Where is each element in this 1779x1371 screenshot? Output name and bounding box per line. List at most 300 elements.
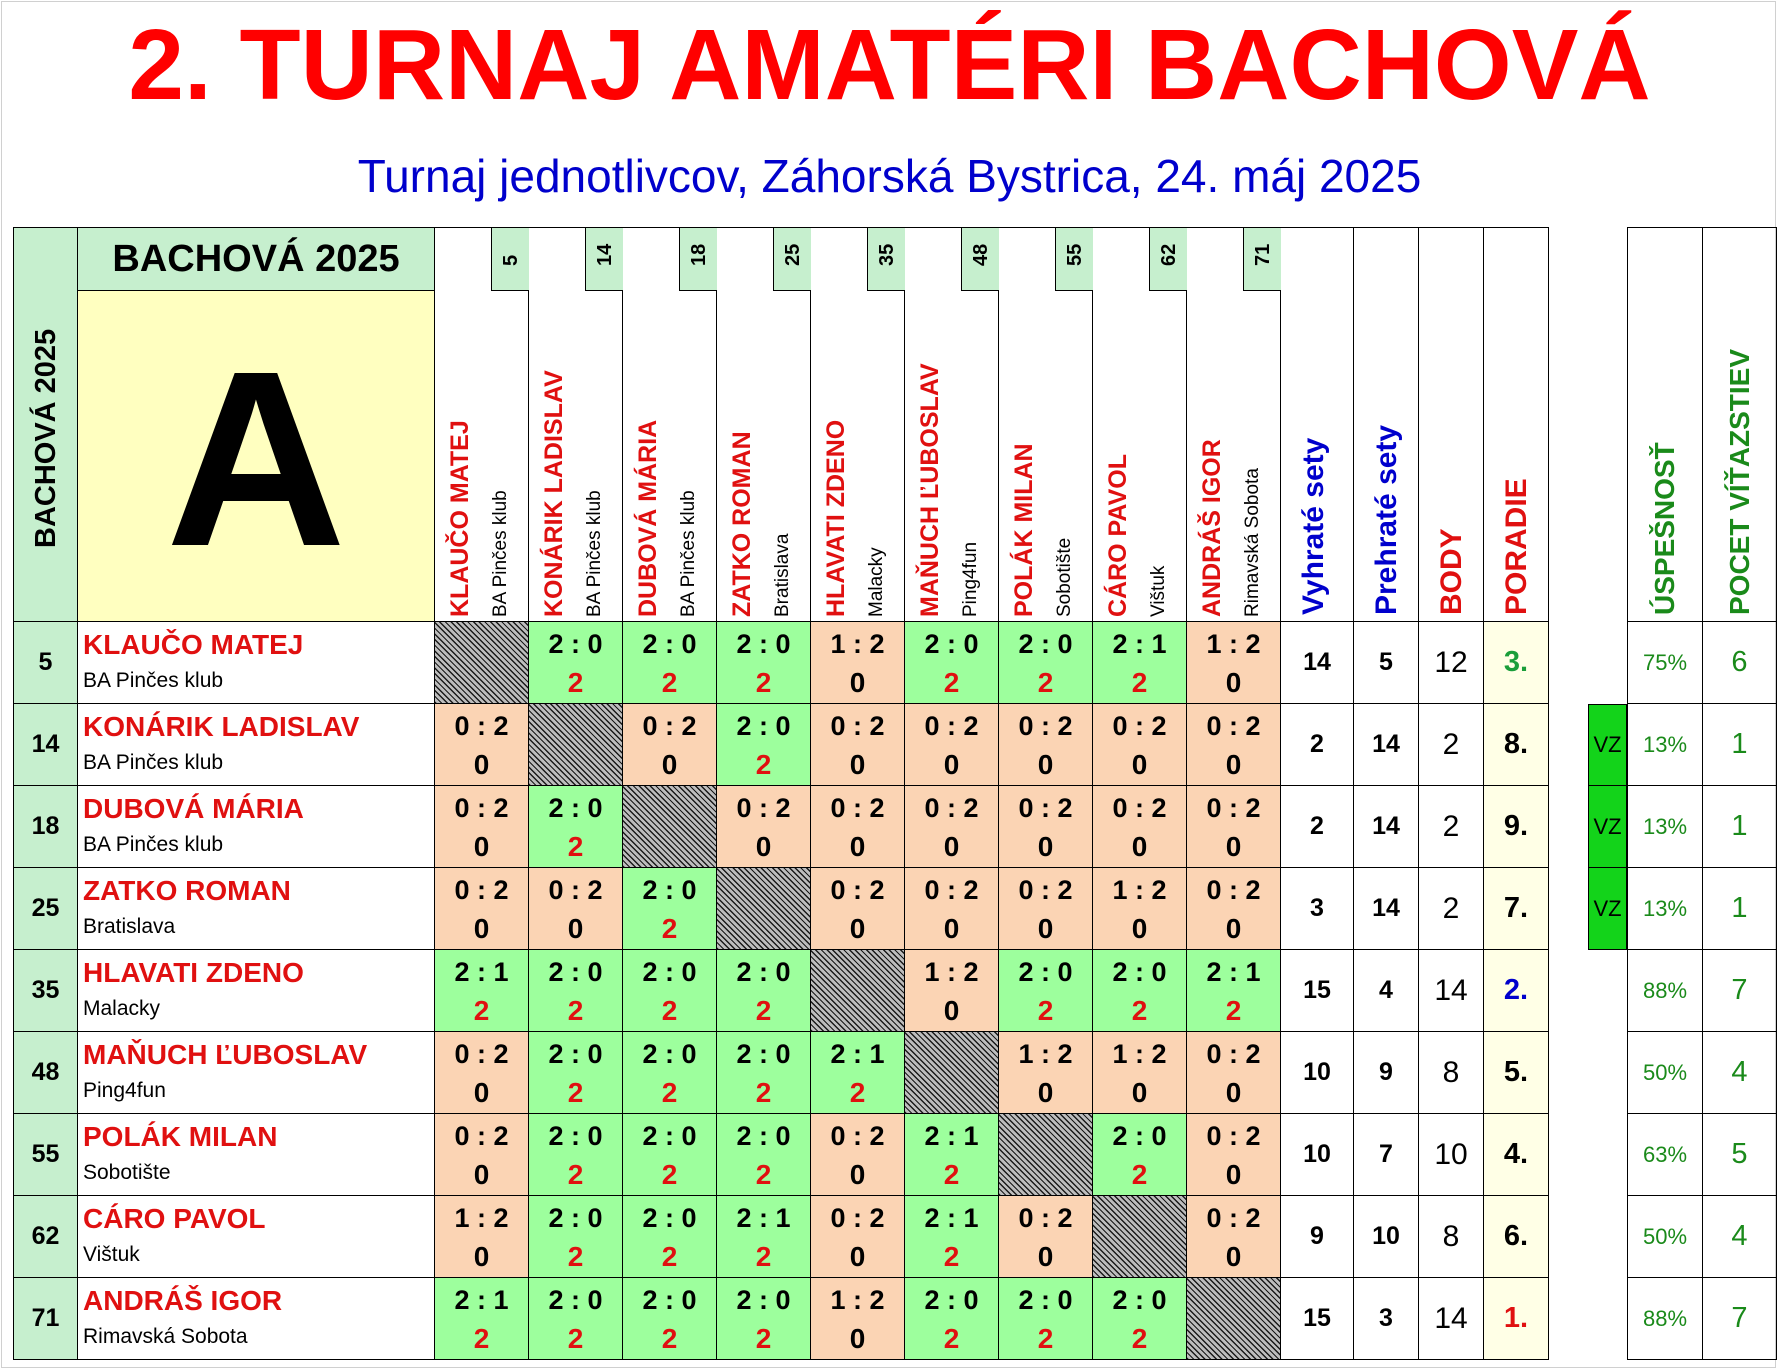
match-points: 2 <box>755 667 772 698</box>
match-cell <box>529 950 623 1032</box>
row-number-cell <box>13 1114 78 1196</box>
match-cell <box>811 622 905 704</box>
match-cell <box>435 1196 529 1278</box>
match-score: 0 : 2 <box>454 875 509 905</box>
success-cell <box>1627 868 1703 950</box>
match-score: 2 : 0 <box>642 957 697 987</box>
match-score: 1 : 2 <box>830 1285 885 1315</box>
row-number-cell <box>13 1196 78 1278</box>
match-cell <box>999 868 1093 950</box>
match-cell <box>1093 1114 1187 1196</box>
match-points: 0 <box>1131 831 1148 862</box>
column-number-box <box>1149 228 1187 291</box>
match-cell <box>529 1114 623 1196</box>
column-header-5 <box>435 227 529 622</box>
match-points: 0 <box>943 913 960 944</box>
match-cell <box>1093 622 1187 704</box>
match-score: 0 : 2 <box>736 793 791 823</box>
vz-cell <box>1588 868 1627 950</box>
stat-header-0 <box>1281 227 1354 622</box>
stat-cell-lost <box>1354 950 1419 1032</box>
match-score: 0 : 2 <box>1206 1039 1261 1069</box>
match-cell <box>717 1032 811 1114</box>
stat-cell-won <box>1281 1114 1354 1196</box>
column-club: BA Pinčes klub <box>490 490 511 617</box>
row-player-name: HLAVATI ZDENO <box>83 957 304 988</box>
stat-points: 14 <box>1434 973 1468 1007</box>
wins-cell <box>1703 1114 1777 1196</box>
stat-cell-points <box>1419 868 1484 950</box>
stat-cell-won <box>1281 868 1354 950</box>
stat-won: 14 <box>1303 648 1331 676</box>
wins-cell <box>1703 1032 1777 1114</box>
match-points: 2 <box>1037 667 1054 698</box>
stat-cell-rank <box>1484 786 1549 868</box>
stat-cell-lost <box>1354 704 1419 786</box>
column-club: Ping4fun <box>960 541 981 617</box>
row-number: 55 <box>31 1140 60 1168</box>
stat-rank: 5. <box>1503 1056 1529 1088</box>
match-cell <box>811 1114 905 1196</box>
row-number-cell <box>13 786 78 868</box>
stat-cell-lost <box>1354 786 1419 868</box>
match-points: 2 <box>661 667 678 698</box>
wins-value: 7 <box>1731 1302 1748 1334</box>
column-header-25 <box>717 227 811 622</box>
match-score: 0 : 2 <box>548 875 603 905</box>
match-points: 0 <box>473 1077 490 1108</box>
match-score: 2 : 0 <box>736 1285 791 1315</box>
stat-cell-won <box>1281 1032 1354 1114</box>
self-match-cell <box>905 1032 999 1114</box>
match-score: 2 : 0 <box>1112 957 1167 987</box>
wins-cell <box>1703 786 1777 868</box>
match-score: 2 : 0 <box>736 711 791 741</box>
match-cell <box>1093 1032 1187 1114</box>
match-score: 0 : 2 <box>830 793 885 823</box>
match-score: 0 : 2 <box>830 875 885 905</box>
stat-points: 2 <box>1442 809 1460 843</box>
row-player-cell <box>78 622 435 704</box>
wins-value: 6 <box>1731 646 1748 678</box>
match-cell <box>435 786 529 868</box>
match-points: 0 <box>1225 749 1242 780</box>
match-cell <box>999 622 1093 704</box>
column-number-box <box>773 228 811 291</box>
match-points: 0 <box>473 831 490 862</box>
match-cell <box>1093 704 1187 786</box>
match-points: 0 <box>1225 1077 1242 1108</box>
column-number: 71 <box>1252 243 1274 266</box>
row-number: 25 <box>31 894 60 922</box>
match-points: 2 <box>755 749 772 780</box>
stat-points: 2 <box>1442 727 1460 761</box>
match-cell <box>1093 1278 1187 1360</box>
match-points: 2 <box>1131 1159 1148 1190</box>
row-number: 35 <box>31 976 60 1004</box>
match-score: 2 : 0 <box>736 1121 791 1151</box>
column-header-71 <box>1187 227 1281 622</box>
success-value: 88% <box>1642 1305 1688 1331</box>
match-score: 2 : 1 <box>830 1039 885 1069</box>
success-cell <box>1627 1196 1703 1278</box>
stat-cell-won <box>1281 1196 1354 1278</box>
column-club: Sobotište <box>1054 537 1075 617</box>
wins-cell <box>1703 1196 1777 1278</box>
match-points: 0 <box>1225 1241 1242 1272</box>
column-club: Rimavská Sobota <box>1242 468 1263 617</box>
stat-header-1 <box>1354 227 1419 622</box>
wins-value: 7 <box>1731 974 1748 1006</box>
match-score: 1 : 2 <box>454 1203 509 1233</box>
match-cell <box>811 704 905 786</box>
success-value: 13% <box>1642 731 1688 757</box>
match-cell <box>435 704 529 786</box>
match-points: 2 <box>473 1323 490 1354</box>
match-points: 0 <box>567 913 584 944</box>
row-number: 62 <box>31 1222 60 1250</box>
match-score: 0 : 2 <box>1018 1203 1073 1233</box>
match-points: 0 <box>1037 749 1054 780</box>
match-score: 2 : 0 <box>1018 629 1073 659</box>
match-score: 0 : 2 <box>1206 793 1261 823</box>
match-points: 2 <box>661 1241 678 1272</box>
column-header-14 <box>529 227 623 622</box>
match-cell <box>435 950 529 1032</box>
match-score: 0 : 2 <box>454 711 509 741</box>
match-points: 0 <box>1037 913 1054 944</box>
column-number-box <box>1055 228 1093 291</box>
row-number-cell <box>13 1032 78 1114</box>
match-score: 1 : 2 <box>1112 875 1167 905</box>
match-points: 2 <box>943 1323 960 1354</box>
stat-cell-rank <box>1484 868 1549 950</box>
match-score: 2 : 1 <box>1206 957 1261 987</box>
stat-cell-points <box>1419 786 1484 868</box>
match-cell <box>623 1032 717 1114</box>
match-score: 2 : 0 <box>1018 957 1073 987</box>
stat-cell-rank <box>1484 1278 1549 1360</box>
match-score: 2 : 0 <box>548 793 603 823</box>
match-points: 2 <box>755 1159 772 1190</box>
match-cell <box>1187 704 1281 786</box>
stat-lost: 3 <box>1379 1304 1393 1332</box>
row-player-cell <box>78 950 435 1032</box>
match-score: 1 : 2 <box>924 957 979 987</box>
match-points: 2 <box>567 1241 584 1272</box>
match-score: 1 : 2 <box>1206 629 1261 659</box>
match-score: 2 : 1 <box>924 1203 979 1233</box>
match-points: 0 <box>755 831 772 862</box>
stat-cell-lost <box>1354 1196 1419 1278</box>
wins-value: 1 <box>1731 810 1748 842</box>
row-player-club: Ping4fun <box>83 1079 166 1102</box>
wins-cell <box>1703 622 1777 704</box>
side-label: BACHOVÁ 2025 <box>30 328 62 548</box>
stat-cell-rank <box>1484 622 1549 704</box>
match-cell <box>905 868 999 950</box>
row-player-club: BA Pinčes klub <box>83 669 224 692</box>
match-points: 0 <box>943 749 960 780</box>
column-number: 48 <box>970 243 992 266</box>
row-player-club: Malacky <box>83 997 161 1020</box>
extra-header-label: POCET VÍŤAZSTIEV <box>1724 348 1755 615</box>
match-score: 2 : 0 <box>548 1121 603 1151</box>
vz-cell <box>1588 704 1627 786</box>
match-points: 0 <box>1131 749 1148 780</box>
match-score: 2 : 0 <box>924 629 979 659</box>
stat-rank: 7. <box>1503 892 1529 924</box>
match-points: 2 <box>567 831 584 862</box>
success-value: 13% <box>1642 813 1688 839</box>
row-player-club: Vištuk <box>83 1243 140 1266</box>
match-score: 0 : 2 <box>924 711 979 741</box>
self-match-cell <box>1187 1278 1281 1360</box>
column-header-55 <box>999 227 1093 622</box>
match-score: 2 : 0 <box>1112 1285 1167 1315</box>
stat-lost: 5 <box>1379 648 1393 676</box>
stat-lost: 4 <box>1379 976 1393 1004</box>
column-club: Vištuk <box>1148 565 1169 617</box>
match-cell <box>999 950 1093 1032</box>
column-number: 5 <box>500 254 522 266</box>
match-points: 2 <box>943 1159 960 1190</box>
column-club: BA Pinčes klub <box>584 490 605 617</box>
match-score: 0 : 2 <box>1206 1121 1261 1151</box>
success-value: 13% <box>1642 895 1688 921</box>
match-points: 2 <box>567 1159 584 1190</box>
match-score: 2 : 0 <box>736 629 791 659</box>
success-cell <box>1627 704 1703 786</box>
match-cell <box>905 786 999 868</box>
match-points: 2 <box>755 1077 772 1108</box>
stat-points: 2 <box>1442 891 1460 925</box>
match-score: 2 : 1 <box>736 1203 791 1233</box>
match-points: 2 <box>755 995 772 1026</box>
match-cell <box>1187 1196 1281 1278</box>
match-score: 0 : 2 <box>1018 711 1073 741</box>
match-cell <box>999 786 1093 868</box>
match-score: 2 : 0 <box>548 1039 603 1069</box>
match-points: 0 <box>473 749 490 780</box>
stat-cell-points <box>1419 622 1484 704</box>
match-points: 0 <box>849 1241 866 1272</box>
match-score: 0 : 2 <box>1206 1203 1261 1233</box>
stat-cell-points <box>1419 704 1484 786</box>
column-number: 14 <box>594 243 616 266</box>
match-score: 2 : 0 <box>1112 1121 1167 1151</box>
row-player-name: DUBOVÁ MÁRIA <box>83 793 304 824</box>
match-cell <box>999 704 1093 786</box>
stat-points: 12 <box>1434 645 1468 679</box>
wins-value: 4 <box>1731 1220 1748 1252</box>
column-name: KLAUČO MATEJ <box>446 420 474 617</box>
match-score: 0 : 2 <box>1018 793 1073 823</box>
column-name: HLAVATI ZDENO <box>822 419 850 617</box>
match-score: 0 : 2 <box>454 1121 509 1151</box>
match-cell <box>905 622 999 704</box>
match-score: 2 : 1 <box>1112 629 1167 659</box>
match-points: 2 <box>661 1323 678 1354</box>
self-match-cell <box>435 622 529 704</box>
match-points: 0 <box>849 1159 866 1190</box>
column-number-box <box>867 228 905 291</box>
match-cell <box>811 868 905 950</box>
stat-won: 10 <box>1303 1058 1331 1086</box>
stat-cell-points <box>1419 950 1484 1032</box>
stat-lost: 14 <box>1372 730 1400 758</box>
match-score: 0 : 2 <box>1018 875 1073 905</box>
match-points: 0 <box>849 667 866 698</box>
stat-lost: 9 <box>1379 1058 1393 1086</box>
wins-cell <box>1703 950 1777 1032</box>
match-cell <box>811 1278 905 1360</box>
column-club: Bratislava <box>772 533 793 617</box>
match-score: 2 : 0 <box>924 1285 979 1315</box>
match-points: 2 <box>849 1077 866 1108</box>
vz-cell <box>1588 786 1627 868</box>
stat-cell-won <box>1281 950 1354 1032</box>
stat-rank: 1. <box>1503 1302 1529 1334</box>
match-score: 2 : 0 <box>548 957 603 987</box>
match-points: 2 <box>1131 1323 1148 1354</box>
match-score: 0 : 2 <box>830 1203 885 1233</box>
match-cell <box>623 1278 717 1360</box>
match-cell <box>623 622 717 704</box>
match-cell <box>529 622 623 704</box>
column-number-box <box>585 228 623 291</box>
stat-cell-lost <box>1354 1032 1419 1114</box>
match-cell <box>717 1278 811 1360</box>
match-score: 2 : 0 <box>1018 1285 1073 1315</box>
match-score: 0 : 2 <box>642 711 697 741</box>
group-letter: A <box>165 319 347 598</box>
match-cell <box>1187 950 1281 1032</box>
match-cell <box>999 1278 1093 1360</box>
match-cell <box>999 1196 1093 1278</box>
match-cell <box>811 786 905 868</box>
match-cell <box>435 1114 529 1196</box>
match-cell <box>717 704 811 786</box>
row-player-name: CÁRO PAVOL <box>83 1203 266 1234</box>
stat-cell-points <box>1419 1278 1484 1360</box>
row-number-cell <box>13 950 78 1032</box>
row-number: 71 <box>31 1304 60 1332</box>
match-score: 2 : 0 <box>642 629 697 659</box>
stat-cell-lost <box>1354 868 1419 950</box>
column-header-18 <box>623 227 717 622</box>
match-points: 0 <box>849 1323 866 1354</box>
match-points: 0 <box>473 1159 490 1190</box>
match-score: 0 : 2 <box>454 793 509 823</box>
match-cell <box>1093 950 1187 1032</box>
success-cell <box>1627 622 1703 704</box>
match-score: 0 : 2 <box>830 1121 885 1151</box>
stat-won: 2 <box>1310 812 1324 840</box>
column-number: 25 <box>782 243 804 266</box>
column-header-48 <box>905 227 999 622</box>
stat-cell-lost <box>1354 1278 1419 1360</box>
column-number-box <box>961 228 999 291</box>
wins-cell <box>1703 704 1777 786</box>
match-cell <box>1187 786 1281 868</box>
match-cell <box>623 1114 717 1196</box>
match-cell <box>529 868 623 950</box>
match-points: 2 <box>567 1323 584 1354</box>
match-cell <box>811 1196 905 1278</box>
success-cell <box>1627 1114 1703 1196</box>
success-value: 75% <box>1642 649 1688 675</box>
success-value: 50% <box>1642 1059 1688 1085</box>
stat-cell-won <box>1281 786 1354 868</box>
row-player-cell <box>78 868 435 950</box>
match-points: 0 <box>1037 831 1054 862</box>
vz-badge: VZ <box>1593 732 1622 757</box>
group-letter-cell <box>78 291 435 622</box>
column-name: POLÁK MILAN <box>1010 443 1038 617</box>
stat-cell-points <box>1419 1032 1484 1114</box>
match-score: 1 : 2 <box>1018 1039 1073 1069</box>
row-player-cell <box>78 1114 435 1196</box>
wins-cell <box>1703 1278 1777 1360</box>
row-number: 18 <box>31 812 60 840</box>
success-cell <box>1627 1032 1703 1114</box>
match-points: 0 <box>1131 1077 1148 1108</box>
row-player-club: Bratislava <box>83 915 176 938</box>
match-points: 0 <box>849 749 866 780</box>
stat-cell-rank <box>1484 1196 1549 1278</box>
match-cell <box>905 704 999 786</box>
stat-cell-won <box>1281 704 1354 786</box>
match-points: 2 <box>567 1077 584 1108</box>
match-score: 2 : 0 <box>642 1203 697 1233</box>
column-name: ANDRÁŠ IGOR <box>1198 439 1226 617</box>
match-cell <box>1187 1032 1281 1114</box>
match-cell <box>999 1032 1093 1114</box>
column-number: 62 <box>1158 243 1180 266</box>
match-score: 2 : 1 <box>454 1285 509 1315</box>
match-points: 2 <box>755 1241 772 1272</box>
stat-won: 15 <box>1303 976 1331 1004</box>
row-player-cell <box>78 786 435 868</box>
self-match-cell <box>1093 1196 1187 1278</box>
row-player-cell <box>78 1278 435 1360</box>
match-score: 0 : 2 <box>454 1039 509 1069</box>
column-number: 18 <box>688 243 710 266</box>
match-score: 2 : 0 <box>642 1121 697 1151</box>
column-club: Malacky <box>866 547 887 617</box>
match-score: 2 : 0 <box>548 629 603 659</box>
match-points: 2 <box>1131 667 1148 698</box>
match-score: 0 : 2 <box>1112 711 1167 741</box>
match-score: 0 : 2 <box>924 793 979 823</box>
stat-header-label: BODY <box>1435 528 1468 615</box>
self-match-cell <box>811 950 905 1032</box>
match-cell <box>1093 868 1187 950</box>
row-number: 48 <box>31 1058 60 1086</box>
match-points: 2 <box>943 667 960 698</box>
match-points: 0 <box>1037 1241 1054 1272</box>
stat-cell-lost <box>1354 622 1419 704</box>
self-match-cell <box>999 1114 1093 1196</box>
row-number: 5 <box>38 648 53 676</box>
row-player-name: ZATKO ROMAN <box>83 875 291 906</box>
match-points: 2 <box>661 913 678 944</box>
wins-value: 4 <box>1731 1056 1748 1088</box>
stat-rank: 8. <box>1503 728 1529 760</box>
match-points: 0 <box>1131 913 1148 944</box>
match-cell <box>717 786 811 868</box>
